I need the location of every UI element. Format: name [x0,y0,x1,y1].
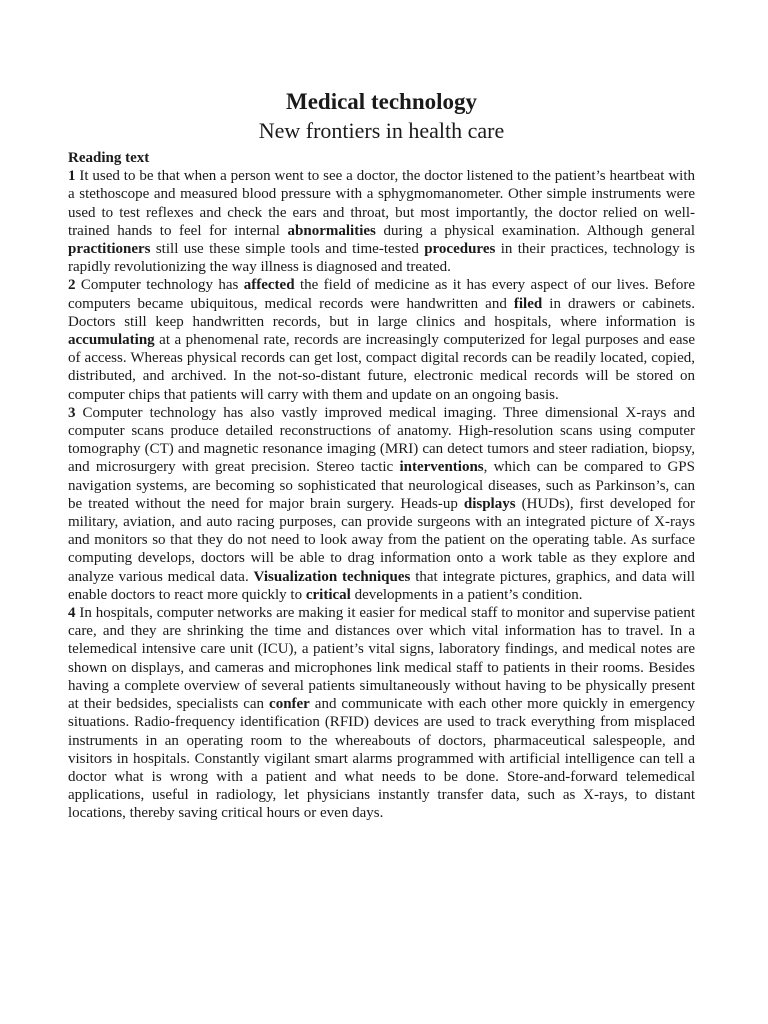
paragraph-text: in their practices, technology is rapidly revolutionizing the way illness is diagnosed and treated. [68,241,696,276]
paragraph-text: and communicate with each other more quickly in emergency situations. Radio-frequency identification (RFID) devices are used to track everything from misplaced instruments in an operating room to the whereabouts of doctors, pharmaceutical salespeople, and visitors in hospitals. Constantly vigilant smart alarms programmed with artificial intelligence can tell a doctor what is wrong with a patient and what needs to be done. Store-and-forward telemedical applications, useful in radiology, let physicians instantly transfer data, such as X-rays, to distant locations, thereby saving critical hours or even days. [68,696,695,822]
paragraph-text: In hospitals, computer networks are making it easier for medical staff to monitor and supervise patient care, and they are shrinking the time and distances over which vital information has to travel. In a telemedical intensive care unit (ICU), a patient’s vital signs, laboratory findings, and medical notes are shown on displays, and cameras and microphones link medical staff to patients in their rooms. Besides having a complete overview of several patients simultaneously without having to be physically present at their bedsides, specialists can [68,605,695,713]
vocabulary-term: critical [305,586,351,603]
vocabulary-term: accumulating [68,332,155,349]
paragraph-text: still use these simple tools and time-tested [150,241,425,258]
paragraph-number: 1 [68,168,76,185]
paragraph-text: (HUDs), first developed for military, aviation, and auto racing purposes, can provide surgeons with an integrated picture of X-rays and monitors so that they do not need to look away from the patient on the operating table. As surface computing develops, doctors will be able to drag information onto a work table as they explore and analyze various medical data. [68,495,695,585]
vocabulary-term: abnormalities [287,222,376,239]
vocabulary-term: interventions [399,459,484,476]
paragraph-text: developments in a patient’s condition. [350,586,583,603]
paragraph-text: the field of medicine as it has every aspect of our lives. Before computers became ubiquitous, medical records were handwritten and [68,277,695,312]
vocabulary-term: Visualization techniques [253,568,411,585]
paragraph-2 [68,276,695,403]
paragraph-number: 3 [68,404,76,421]
paragraph-number: 2 [68,277,76,294]
paragraph-text: at a phenomenal rate, records are increasingly computerized for legal purposes and ease of access. Whereas physical records can get lost, compact digital records can be readily located, copied, distributed, and archived. In the not-so-distant future, electronic medical records will be stored on computer chips that patients will carry with them and update on an ongoing basis. [68,332,695,403]
section-heading: Reading text [68,150,150,166]
vocabulary-term: confer [269,696,310,713]
paragraph-text: Computer technology has also vastly improved medical imaging. Three dimensional X-rays and computer scans produce detailed reconstructions of anatomy. High-resolution scans using computer tomography (CT) and magnetic resonance imaging (MRI) can detect tumors and steer radiation, biopsy, and microsurgery with great precision. Stereo tactic [68,404,695,476]
vocabulary-term: filed [513,295,543,312]
paragraph-text: during a physical examination. Although general [375,222,695,239]
reading-text-body [68,167,695,822]
vocabulary-term: practitioners [68,241,151,258]
paragraph-4 [68,604,695,822]
paragraph-text: that integrate pictures, graphics, and data will enable doctors to react more quickly to [68,568,695,603]
paragraph-text: Computer technology has [75,277,244,294]
document-subtitle: New frontiers in health care [258,118,505,143]
paragraph-3 [68,404,695,604]
document-title: Medical technology [286,89,477,114]
document-page [68,88,695,823]
paragraph-text: in drawers or cabinets. Doctors still keep handwritten records, but in large clinics and hospitals, where information is [68,295,695,330]
vocabulary-term: displays [463,495,516,512]
vocabulary-term: affected [243,277,295,294]
paragraph-text: It used to be that when a person went to see a doctor, the doctor listened to the patient’s heartbeat with a stethoscope and measured blood pressure with a sphygmomanometer. Other simple instruments were used to test reflexes and check the ears and throat, but most importantly, the doctor relied on well-trained hands to feel for internal [68,168,695,239]
paragraph-text: , which can be compared to GPS navigation systems, are becoming so sophisticated that neurological diseases, such as Parkinson’s, can be treated without the need for major brain surgery. Heads-up [68,459,695,512]
vocabulary-term: procedures [424,241,496,258]
paragraph-1 [68,167,695,276]
paragraph-number: 4 [68,605,76,622]
